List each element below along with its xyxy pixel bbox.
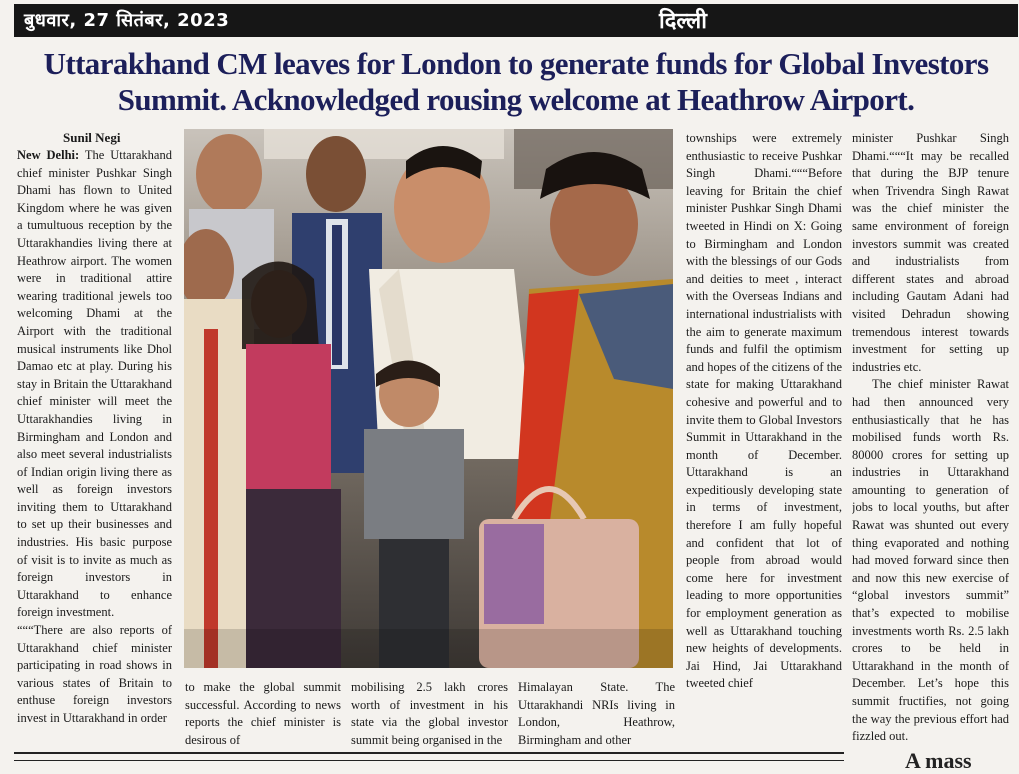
article-column-4-bottom: Himalayan State. The Uttarakhandi NRIs living in London, Heathrow, Birmingham and other (518, 680, 675, 747)
edition-city: दिल्ली (659, 9, 707, 34)
headline-line-1: Uttarakhand CM leaves for London to generate funds for Global Investors (43, 46, 989, 81)
dateline: New Delhi: (17, 148, 80, 162)
col6-paragraph-2: The chief minister Rawat had then announced very enthusiastically that he has mobilised funds worth Rs. 80000 crores for setting up industries in Uttarakhand amounting to generation of jobs to local youths, but after Rawat was shunted out every thing evaporated and nothing had moved forward since then and now this new exercise of “global investors summit” that’s expected to mobilise investments worth Rs. 2.5 lakh crores to be held in Uttarakhand in the month of December. Let’s hope this summit fructifies, not going the way the previous effort had fizzled out. (852, 377, 1009, 744)
paragraph-2: “““There are also reports of Uttarakhand chief minister participating in road shows in various states of Britain to enthuse foreign investors invest in Uttarakhand in order (17, 623, 172, 725)
byline: Sunil Negi (63, 130, 121, 145)
date-bar (14, 4, 1018, 37)
headline (14, 46, 1018, 118)
article-column-2-bottom: to make the global summit successful. According to news reports the chief minister is desirous of (185, 680, 341, 747)
col6-paragraph-1: minister Pushkar Singh Dhami.“““It may be recalled that during the BJP tenure when Trivendra Singh Rawat was the chief minister the same environment of foreign investors summit was created and industrialists from different states and abroad including Gautam Adani had visited Dehradun showing tremendous interest towards investment for setting up industries etc. (852, 131, 1009, 374)
news-photo (184, 129, 673, 668)
next-article-headline: A mass (905, 748, 972, 773)
section-divider (14, 752, 844, 761)
article-column-3-bottom: mobilising 2.5 lakh crores worth of investment in his state via the global investor summit being organised in the (351, 680, 508, 747)
photo-illustration (184, 129, 673, 668)
paragraph-1-text: The Uttarakhand chief minister Pushkar Singh Dhami has flown to United Kingdom where he was given a tumultuous reception by the Uttarakhandies living there at Heathrow airport. The women were in traditional attire wearing traditional jewels too welcoming Dhami at the Airport with the traditional musical instruments like Dhol Damao etc at play. During his stay in Britain the Uttarakhand chief minister will meet the Uttarakhandies living in Birmingham and London and also meet several industrialists of Indian origin living there as well as foreign investors inviting them to Uttarakhand to set up their businesses and industries. His basic purpose of visit is to invite as much as foreign investors in Uttarakhand to enhance foreign investment. (17, 148, 172, 620)
article-column-1 (17, 147, 172, 747)
article-column-6 (852, 130, 1009, 750)
headline-line-2: Summit. Acknowledged rousing welcome at Heathrow Airport. (117, 82, 915, 117)
article-column-5: townships were extremely enthusiastic to receive Pushkar Singh Dhami.“““Before leaving for Britain the chief minister Pushkar Singh Dhami tweeted in Hindi on X: Going to Birmingham and London with the blessings of our Gods and deities to meet , interact with the Overseas Indians and international industrialists with the aim to generate maximum funds and fulfil the optimism and hopes of the citizens of the state for making Uttarakhand cohesive and powerful and to invite them to Global Investors Summit in Uttarakhand in the month of December. Uttarakhand is an expeditiously developing state in terms of investment, therefore I am fully hopeful and confident that lot of people from abroad would come here for investment leading to more opportunities for employment generation as well as Uttarakhand touching new heights of developments. Jai Hind, Jai Uttarakhand tweeted chief (686, 131, 842, 691)
publication-date: बुधवार, 27 सितंबर, 2023 (24, 10, 230, 31)
paragraph-1 (17, 147, 172, 622)
